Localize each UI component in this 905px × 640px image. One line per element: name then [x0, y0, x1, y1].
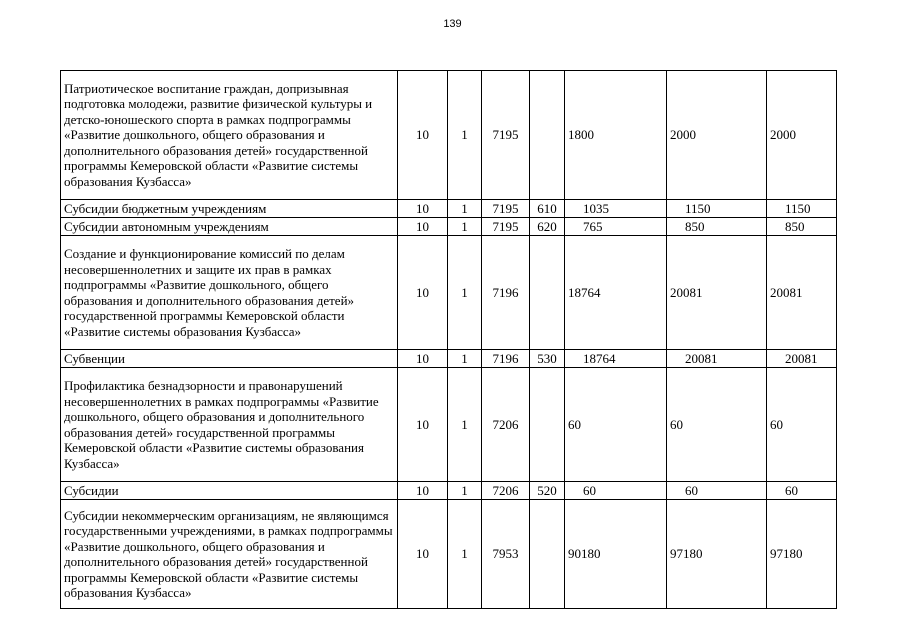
cell-expense-type: [530, 500, 565, 609]
cell-amount-year3: 20081: [767, 236, 837, 350]
cell-amount-year3: 60: [767, 482, 837, 500]
cell-expense-type: 620: [530, 218, 565, 236]
cell-target-article: 7196: [482, 236, 530, 350]
cell-expense-type: [530, 236, 565, 350]
cell-expense-type: [530, 368, 565, 482]
cell-expense-type: 530: [530, 350, 565, 368]
table-row: [61, 368, 837, 482]
cell-subsection: 1: [448, 368, 482, 482]
cell-amount-year3: 1150: [767, 200, 837, 218]
cell-section: 10: [398, 71, 448, 200]
table-row: [61, 500, 837, 609]
cell-section: 10: [398, 218, 448, 236]
cell-amount-year2: 20081: [667, 236, 767, 350]
cell-amount-year2: 2000: [667, 71, 767, 200]
cell-name: Субсидии бюджетным учреждениям: [61, 200, 398, 218]
cell-name: Профилактика безнадзорности и правонарушений несовершеннолетних в рамках подпрограммы «Развитие дошкольного, общего образования и дополнительного образования детей» государственной программы Кемеровской области «Развитие системы образования Кузбасса»: [61, 368, 398, 482]
cell-section: 10: [398, 368, 448, 482]
cell-amount-year2: 1150: [667, 200, 767, 218]
cell-amount-year1: 60: [565, 368, 667, 482]
table-row: [61, 482, 837, 500]
cell-subsection: 1: [448, 482, 482, 500]
cell-name: Патриотическое воспитание граждан, допризывная подготовка молодежи, развитие физической культуры и детско-юношеского спорта в рамках подпрограммы «Развитие дошкольного, общего образования и дополнительного образования детей» государственной программы Кемеровской области «Развитие системы образования Кузбасса»: [61, 71, 398, 200]
cell-amount-year2: 20081: [667, 350, 767, 368]
cell-amount-year1: 60: [565, 482, 667, 500]
table-row: [61, 200, 837, 218]
cell-amount-year1: 18764: [565, 236, 667, 350]
table-row: [61, 71, 837, 200]
cell-name: Субвенции: [61, 350, 398, 368]
budget-table: [60, 70, 837, 609]
cell-subsection: 1: [448, 218, 482, 236]
cell-expense-type: 610: [530, 200, 565, 218]
cell-amount-year3: 97180: [767, 500, 837, 609]
cell-expense-type: 520: [530, 482, 565, 500]
cell-section: 10: [398, 200, 448, 218]
cell-target-article: 7195: [482, 200, 530, 218]
cell-amount-year2: 97180: [667, 500, 767, 609]
cell-amount-year1: 1035: [565, 200, 667, 218]
cell-target-article: 7953: [482, 500, 530, 609]
cell-name: Субсидии некоммерческим организациям, не являющимся государственными учреждениями, в рамках подпрограммы «Развитие дошкольного, общего образования и дополнительного образования детей» государственной программы Кемеровской области «Развитие системы образования Кузбасса»: [61, 500, 398, 609]
cell-subsection: 1: [448, 71, 482, 200]
cell-subsection: 1: [448, 236, 482, 350]
cell-name: Создание и функционирование комиссий по делам несовершеннолетних и защите их прав в рамках подпрограммы «Развитие дошкольного, общего образования и дополнительного образования детей» государственной программы Кемеровской области «Развитие системы образования Кузбасса»: [61, 236, 398, 350]
page-number: 139: [443, 18, 462, 30]
cell-amount-year1: 18764: [565, 350, 667, 368]
cell-section: 10: [398, 482, 448, 500]
cell-name: Субсидии автономным учреждениям: [61, 218, 398, 236]
cell-target-article: 7206: [482, 482, 530, 500]
cell-target-article: 7195: [482, 218, 530, 236]
cell-section: 10: [398, 236, 448, 350]
cell-subsection: 1: [448, 500, 482, 609]
cell-section: 10: [398, 500, 448, 609]
cell-name: Субсидии: [61, 482, 398, 500]
cell-subsection: 1: [448, 350, 482, 368]
cell-amount-year3: 20081: [767, 350, 837, 368]
cell-target-article: 7206: [482, 368, 530, 482]
cell-amount-year1: 90180: [565, 500, 667, 609]
cell-amount-year2: 850: [667, 218, 767, 236]
budget-table-body: [61, 71, 837, 609]
cell-target-article: 7196: [482, 350, 530, 368]
cell-amount-year2: 60: [667, 368, 767, 482]
cell-subsection: 1: [448, 200, 482, 218]
table-row: [61, 236, 837, 350]
cell-amount-year3: 2000: [767, 71, 837, 200]
cell-amount-year3: 850: [767, 218, 837, 236]
cell-amount-year1: 765: [565, 218, 667, 236]
cell-amount-year1: 1800: [565, 71, 667, 200]
cell-expense-type: [530, 71, 565, 200]
table-row: [61, 350, 837, 368]
table-row: [61, 218, 837, 236]
cell-amount-year2: 60: [667, 482, 767, 500]
cell-amount-year3: 60: [767, 368, 837, 482]
cell-target-article: 7195: [482, 71, 530, 200]
cell-section: 10: [398, 350, 448, 368]
